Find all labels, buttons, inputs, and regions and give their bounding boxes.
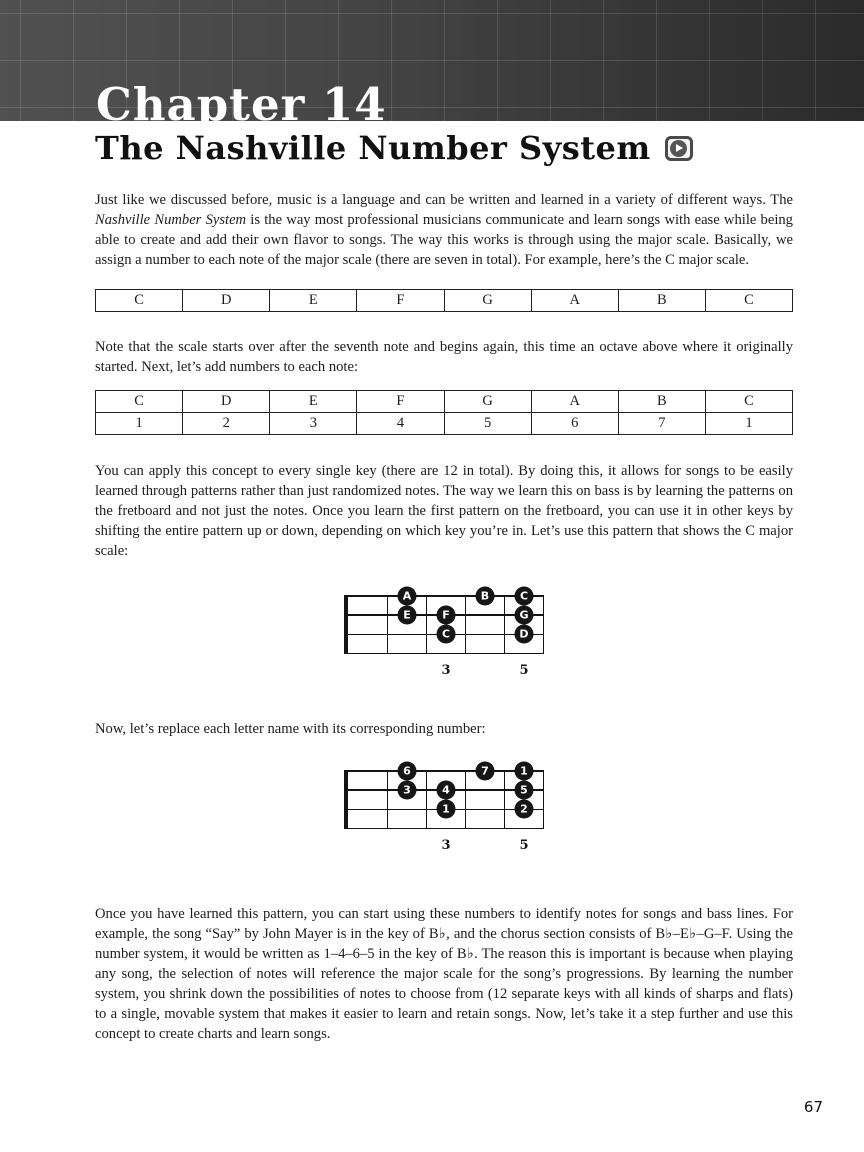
table-cell: 1	[96, 412, 183, 434]
string-line	[345, 653, 544, 655]
string-line	[345, 828, 544, 830]
table-row	[96, 390, 793, 412]
paragraph-octave-note: Note that the scale starts over after the seventh note and begins again, this time an octave above where it originally started. Next, let’s add numbers to each note:	[95, 338, 793, 375]
table-cell: 7	[618, 412, 705, 434]
note-dot: 4	[437, 781, 456, 800]
paragraph-conclusion: Once you have learned this pattern, you can start using these numbers to identify notes for songs and bass lines. For example, the song “Say” by John Mayer is in the key of B♭, and the chorus section consists of B♭–E♭–G–F. Using the number system, it would be written as 1–4–6–5 in the key of B♭. The reason this is important is because when playing any song, the selection of notes will reference the major scale for the song’s progressions. By learning the number system, you shrink down the possibilities of notes to choose from (12 separate keys with all kinds of sharps and flats) to a single, movable system that makes it easier to learn and retain songs. Now, let’s take it a step further and use this concept to create charts and learn songs.	[95, 905, 793, 1042]
paragraph-intro-text: Just like we discussed before, music is a language and can be written and learned in a variety of different ways. The	[95, 191, 793, 208]
fret-line	[387, 596, 389, 654]
note-dot: 3	[398, 781, 417, 800]
table-cell: B	[618, 390, 705, 412]
table-cell: 2	[183, 412, 270, 434]
page-number: 67	[803, 1098, 823, 1116]
table-row	[96, 412, 793, 434]
page-title: The Nashville Number System	[95, 129, 651, 167]
fret-line	[504, 596, 506, 654]
nut-line	[344, 595, 349, 654]
note-dot: F	[437, 606, 456, 625]
table-cell: G	[444, 289, 531, 311]
table-cell: 3	[270, 412, 357, 434]
title-row	[95, 130, 793, 167]
nut-line	[344, 770, 349, 829]
c-major-scale-table	[95, 289, 793, 312]
note-dot: 1	[515, 761, 534, 780]
fretboard-grid	[345, 589, 544, 678]
fretboard-grid	[345, 764, 544, 853]
fret-line	[543, 771, 545, 829]
note-dot: E	[398, 606, 417, 625]
table-cell: 6	[531, 412, 618, 434]
table-cell: C	[705, 390, 792, 412]
fretboard-diagram-letters	[95, 583, 793, 681]
table-cell: A	[531, 390, 618, 412]
paragraph-replace-letters: Now, let’s replace each letter name with its corresponding number:	[95, 720, 486, 737]
table-cell: D	[183, 390, 270, 412]
table-cell: 5	[444, 412, 531, 434]
scale-with-numbers-table	[95, 390, 793, 435]
fret-number-label: 5	[519, 837, 529, 853]
paragraph-intro	[95, 190, 793, 270]
chapter-header-banner	[0, 0, 864, 131]
table-cell: D	[183, 289, 270, 311]
fret-line	[426, 596, 428, 654]
fret-line	[387, 771, 389, 829]
table-cell: F	[357, 289, 444, 311]
play-triangle-icon	[676, 144, 683, 152]
table-cell: 1	[705, 412, 792, 434]
fret-line	[465, 596, 467, 654]
body-column	[95, 190, 793, 1044]
table-cell: 4	[357, 412, 444, 434]
nashville-number-system-italic: Nashville Number System	[95, 211, 247, 228]
fret-line	[504, 771, 506, 829]
table-cell: C	[96, 390, 183, 412]
note-dot: 2	[515, 800, 534, 819]
table-cell: C	[96, 289, 183, 311]
fret-number-label: 3	[441, 837, 451, 853]
note-dot: C	[515, 586, 534, 605]
note-dot: B	[476, 586, 495, 605]
paragraph-apply-concept: You can apply this concept to every single key (there are 12 in total). By doing this, it allows for songs to be easily learned through patterns rather than just randomized notes. The way we learn this on bass is by learning the patterns on the fretboard and not just the notes. Once you learn the first pattern on the fretboard, you can use it in other keys by shifting the entire pattern up or down, depending on which key you’re in. Let’s use this pattern that shows the C major scale:	[95, 462, 793, 559]
paragraph-intro-text-cont: is the way most professional musicians communicate and learn songs with ease while being able to create and add their own flavor to songs. The way this works is through using the major scale. Basically, we assign a number to each note of the major scale (there are seven in total). For example, here’s the C major scale.	[95, 211, 793, 268]
note-dot: A	[398, 586, 417, 605]
fret-line	[465, 771, 467, 829]
fret-line	[543, 596, 545, 654]
note-dot: G	[515, 606, 534, 625]
table-cell: F	[357, 390, 444, 412]
fretboard-diagram-numbers	[95, 758, 793, 856]
note-dot: C	[437, 625, 456, 644]
table-cell: C	[705, 289, 792, 311]
note-dot: 7	[476, 761, 495, 780]
fret-line	[426, 771, 428, 829]
chapter-number: Chapter 14	[96, 78, 387, 131]
table-row	[96, 289, 793, 311]
table-cell: A	[531, 289, 618, 311]
note-dot: D	[515, 625, 534, 644]
note-dot: 6	[398, 761, 417, 780]
table-cell: E	[270, 289, 357, 311]
table-cell: E	[270, 390, 357, 412]
fret-number-label: 5	[519, 662, 529, 678]
table-cell: G	[444, 390, 531, 412]
note-dot: 5	[515, 781, 534, 800]
note-dot: 1	[437, 800, 456, 819]
table-cell: B	[618, 289, 705, 311]
play-circle-icon	[670, 140, 687, 157]
fret-number-label: 3	[441, 662, 451, 678]
video-play-icon[interactable]	[665, 136, 693, 161]
